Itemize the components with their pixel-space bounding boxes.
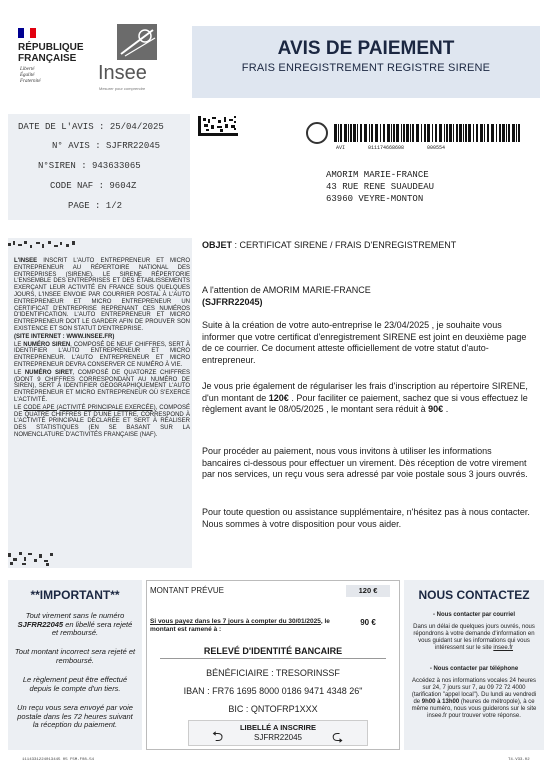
footer-code-left: 1114331224013445 05 F5M-F08-54 — [22, 758, 95, 762]
attention-line — [202, 285, 532, 308]
republique-line: RÉPUBLIQUE — [18, 42, 84, 53]
barcode-bar — [476, 124, 478, 142]
bic: BIC : QNTOFRP1XXX — [228, 704, 318, 714]
barcode-bar — [499, 124, 501, 142]
ape-underlined: CODE APE (ACTIVITÉ PRINCIPALE EXERCÉE) — [23, 404, 156, 411]
ape-prefix: LE — [14, 404, 24, 411]
barcode-bar — [439, 124, 442, 142]
barcode-bar — [360, 124, 362, 142]
rule-1-c: en libellé sera rejeté et remboursé. — [51, 619, 133, 637]
barcode-bar — [487, 124, 489, 142]
barcode-bar — [375, 124, 378, 142]
attention-text: A l'attention de AMORIM MARIE-FRANCE — [202, 285, 371, 295]
barcode-bar — [357, 124, 358, 142]
barcode-bar — [508, 124, 510, 142]
montant-value: 120 € — [358, 586, 378, 595]
barcode-icon — [334, 124, 522, 142]
motto-liberte: Liberté — [20, 67, 35, 72]
paragraph-2-c: . — [443, 404, 449, 414]
barcode-bar — [391, 124, 392, 142]
important-rule-4: Un reçu vous sera envoyé par voie postale dans les 72 heures suivant la réception du paiement. — [17, 703, 133, 729]
objet-text: : CERTIFICAT SIRENE / FRAIS D'ENREGISTREMENT — [232, 240, 457, 250]
important-rule-3: Le règlement peut être effectué depuis le compte d'un tiers. — [22, 675, 128, 693]
contact-phone-c: (heures de métropole), à ce même numéro, nous vous guiderons sur le site insee.fr pour trouver votre réponse. — [411, 699, 537, 719]
paragraph-2-b: . Pour faciliter ce paiement, sachez que si vous effectuez le règlement avant le 08/05/2025 , le montant sera réduit à — [202, 392, 528, 414]
barcode-bar — [432, 124, 433, 142]
contact-title: NOUS CONTACTEZ — [418, 588, 530, 602]
barcode-bar — [340, 124, 342, 142]
barcode-bar — [496, 124, 497, 142]
libelle-ref: SJFRR22045 — [253, 733, 303, 742]
barcode-bar — [364, 124, 367, 142]
reduction-note — [150, 618, 338, 634]
francaise-line: FRANÇAISE — [18, 53, 77, 64]
barcode-bar — [502, 124, 505, 142]
page-subtitle: FRAIS ENREGISTREMENT REGISTRE SIRENE — [241, 62, 491, 74]
republique-francaise-title — [18, 42, 84, 64]
page-number: PAGE : 1/2 — [68, 201, 123, 211]
montant-label: MONTANT PRÉVUE — [150, 586, 224, 595]
barcode-bar — [396, 124, 399, 142]
contact-email-body: Dans un délai de quelques jours ouvrés, nous répondrons à votre demande d'information en vous guidant sur les informations qui vous intéressent sur le site — [413, 624, 535, 651]
barcode-bar — [424, 124, 426, 142]
beneficiaire: BÉNÉFICIAIRE : TRESORINSSF — [206, 668, 340, 678]
barcode-bar — [446, 124, 448, 142]
objet-label: OBJET — [202, 240, 233, 250]
barcode-bar — [403, 124, 405, 142]
page-title: AVIS DE PAIEMENT — [277, 38, 455, 59]
barcode-bar — [459, 124, 462, 142]
barcode-bar — [444, 124, 445, 142]
reference-box — [8, 114, 190, 220]
datamatrix-code-icon — [198, 116, 238, 136]
info-panel-text — [14, 258, 190, 440]
siren-paragraph: , COMPOSÉ DE NEUF CHIFFRES, SERT À IDENTIFIER L'AUTO ENTREPRENEUR ET MICRO ENTREPRENEUR. L'AUTO ENTREPRENEUR ET MICRO ENTREPRENEUR DEVRA CONSERVER CE NUMÉRO À VIE. — [14, 341, 191, 368]
siren-prefix: LE — [14, 341, 24, 348]
insee-link[interactable]: insee.fr — [493, 645, 514, 651]
libelle-label: LIBELLÉ A INSCRIRE — [239, 723, 317, 732]
insee-site: (SITE INTERNET : WWW.INSEE.FR) — [14, 333, 115, 340]
barcode-bar — [453, 124, 454, 142]
barcode-bar — [406, 124, 409, 142]
contact-box — [404, 580, 544, 750]
paragraph-4: Pour toute question ou assistance supplémentaire, n'hésitez pas à nous contacter. Nous sommes à votre disposition pour vous aider. — [202, 507, 530, 529]
siren-bold: NUMÉRO SIREN — [23, 341, 71, 348]
barcode-bar — [449, 124, 452, 142]
attention-ref: (SJFRR22045) — [202, 296, 263, 307]
barcode-bar — [353, 124, 356, 142]
contact-phone-heading: - Nous contacter par téléphone — [429, 666, 519, 672]
barcode-bar — [468, 124, 471, 142]
barcode-bar — [427, 124, 430, 142]
barcode-bar — [344, 124, 347, 142]
barcode-bar — [421, 124, 422, 142]
avis-date: DATE DE L'AVIS : 25/04/2025 — [18, 122, 164, 132]
barcode-bar — [516, 124, 517, 142]
barcode-bar — [518, 124, 520, 142]
siret-bold: NUMÉRO SIRET — [24, 369, 73, 376]
paragraph-3: Pour procéder au paiement, nous vous invitons à utiliser les informations bancaires ci-dessous pour effectuer un virement. Dès réception de votre virement par nos services, un reçu vous sera adressé par voie postale sous 3 jours ouvrés. — [202, 446, 528, 479]
barcode-bar — [465, 124, 467, 142]
barcode-bar — [383, 124, 385, 142]
motto-egalite: Égalité — [20, 73, 35, 78]
paragraph-1: Suite à la création de votre auto-entreprise le 23/04/2025 , je souhaite vous informer que votre certificat d'enregistrement SIRENE est joint en deuxième page de ce courrier. Ce document atteste officiellement de votre statut d'auto-entrepreneur. — [202, 320, 527, 365]
barcode-bar — [412, 124, 414, 142]
insee-bold: L'INSEE — [14, 258, 38, 264]
objet-line — [202, 240, 456, 250]
contact-email-text — [410, 624, 538, 652]
avis-number: N° AVIS : SJFRR22045 — [52, 141, 161, 151]
barcode-bar — [506, 124, 507, 142]
insee-logo-icon — [117, 24, 157, 60]
hatch-pattern-bottom — [8, 552, 56, 566]
insee-tagline: Mesurer pour comprendre — [99, 86, 146, 91]
amount-reduced: 90€ — [428, 404, 444, 414]
barcode-bar — [410, 124, 411, 142]
rib-divider — [160, 658, 386, 659]
reduction-note-rest: , le montant est ramené à : — [150, 618, 330, 633]
barcode-bar — [480, 124, 483, 142]
important-rule-1 — [14, 612, 136, 638]
barcode-bar — [393, 124, 395, 142]
siren-number: N°SIREN : 943633065 — [38, 161, 141, 171]
insee-paragraph: INSCRIT L'AUTO ENTREPRENEUR ET MICRO ENTREPRENEUR AU RÉPERTOIRE NATIONAL DES ENTREPRISES (SIRENE). LE SIRENE RÉPERTORIE L'ENSEMBLE DES ENTREPRISES ET DES ÉTABLISSEMENTS EXERÇANT LEUR ACTIVITÉ EN FRANCE SOUS QUELQUES JOURS, L'INSEE ENVOIE PAR COURRIER POSTAL À L'AUTO ENTREPRENEUR ET MICRO ENTREPRENEUR UN CERTIFICAT D'ENTREPRISE REPRENANT CES NUMÉROS D'IDENTIFICATION. L'AUTO ENTREPRENEUR ET MICRO ENTREPRENEUR DOIT LE GARDER AFIN DE PROUVER SON EXISTENCE ET SON STATUT D'ENTREPRISE. — [14, 258, 190, 332]
rule-1-a: Tout virement sans le numéro — [25, 611, 125, 620]
barcode-bar — [380, 124, 381, 142]
contact-phone-text — [410, 678, 538, 720]
address-city: 63960 VEYRE-MONTON — [326, 194, 424, 204]
insee-wordmark: Insee — [98, 62, 147, 84]
marianne-flag-icon — [18, 28, 36, 38]
barcode-bar — [416, 124, 419, 142]
paragraph-2 — [202, 381, 532, 416]
barcode-bar — [435, 124, 437, 142]
barcode-bar — [491, 124, 494, 142]
amount-full: 120€ — [268, 392, 289, 403]
important-rule-2: Tout montant incorrect sera rejeté et remboursé. — [14, 647, 136, 665]
barcode-text: AVI 011174668608 000554 — [336, 145, 446, 151]
important-title: **IMPORTANT** — [30, 588, 120, 602]
barcode-bar — [473, 124, 474, 142]
iban: IBAN : FR76 1695 8000 0186 9471 4348 26" — [183, 686, 363, 696]
republic-motto — [20, 67, 41, 85]
barcode-bar — [463, 124, 464, 142]
barcode-bar — [369, 124, 370, 142]
barcode-bar — [484, 124, 485, 142]
hatch-pattern-top — [8, 240, 78, 252]
paragraph-2-a: Je vous prie également de régulariser les frais d'inscription au répertoire SIRENE, d'un montant de — [202, 381, 528, 403]
siret-prefix: LE — [14, 369, 25, 376]
contact-phone-a: Accédez à nos informations vocales 24 heures sur 24, 7 jours sur 7, au 09 72 72 4000 (tarification "appel local"). Du lundi au vendredi de — [411, 678, 537, 705]
barcode-bar — [338, 124, 339, 142]
contact-email-heading: - Nous contacter par courriel — [432, 612, 516, 618]
arrow-loop-right-icon: ⮎ — [332, 728, 344, 744]
arrow-loop-left-icon: ⮌ — [212, 728, 224, 744]
siret-paragraph: , COMPOSÉ DE QUATORZE CHIFFRES (DONT 9 CHIFFRES CORRESPONDANT AU NUMÉRO DE SIREN), SERT À IDENTIFIER GÉOGRAPHIQUEMENT L'AUTO ENTREPRENEUR ET MICRO ENTREPRENEUR OÙ S'EXERCE L'ACTIVITÉ. — [14, 369, 190, 403]
address-name: AMORIM MARIE-FRANCE — [326, 170, 429, 180]
barcode-bar — [401, 124, 402, 142]
rib-title: RELEVÉ D'IDENTITÉ BANCAIRE — [203, 646, 343, 656]
barcode-bar — [334, 124, 337, 142]
postage-seal-icon — [306, 122, 328, 144]
barcode-bar — [512, 124, 515, 142]
reduced-value: 90 € — [360, 618, 376, 627]
ape-paragraph: , COMPOSÉ DE QUATRE CHIFFRES ET D'UNE LETTRE, CORRESPOND À L'ACTIVITÉ PRINCIPALE DÉCLARÉE ET SERT À RÉALISER DES STATISTIQUES (EN SE BASANT SUR LA NOMENCLATURE D'ACTIVITÉS FRANÇAISE (NAF). — [14, 404, 190, 438]
rule-1-ref: SJFRR22045 — [17, 619, 64, 629]
barcode-bar — [456, 124, 458, 142]
barcode-bar — [350, 124, 352, 142]
reduction-note-underlined: Si vous payez dans les 7 jours à compter du 30/01/2025 — [150, 618, 321, 625]
naf-code: CODE NAF : 9604Z — [50, 181, 137, 191]
footer-code-right: T4.V33.02 — [508, 758, 530, 762]
barcode-bar — [348, 124, 349, 142]
address-street: 43 RUE RENE SUAUDEAU — [326, 182, 435, 192]
contact-phone-hours: 9h00 à 13h00 — [421, 699, 460, 705]
motto-fraternite: Fraternité — [20, 79, 41, 84]
barcode-bar — [371, 124, 373, 142]
barcode-bar — [387, 124, 390, 142]
